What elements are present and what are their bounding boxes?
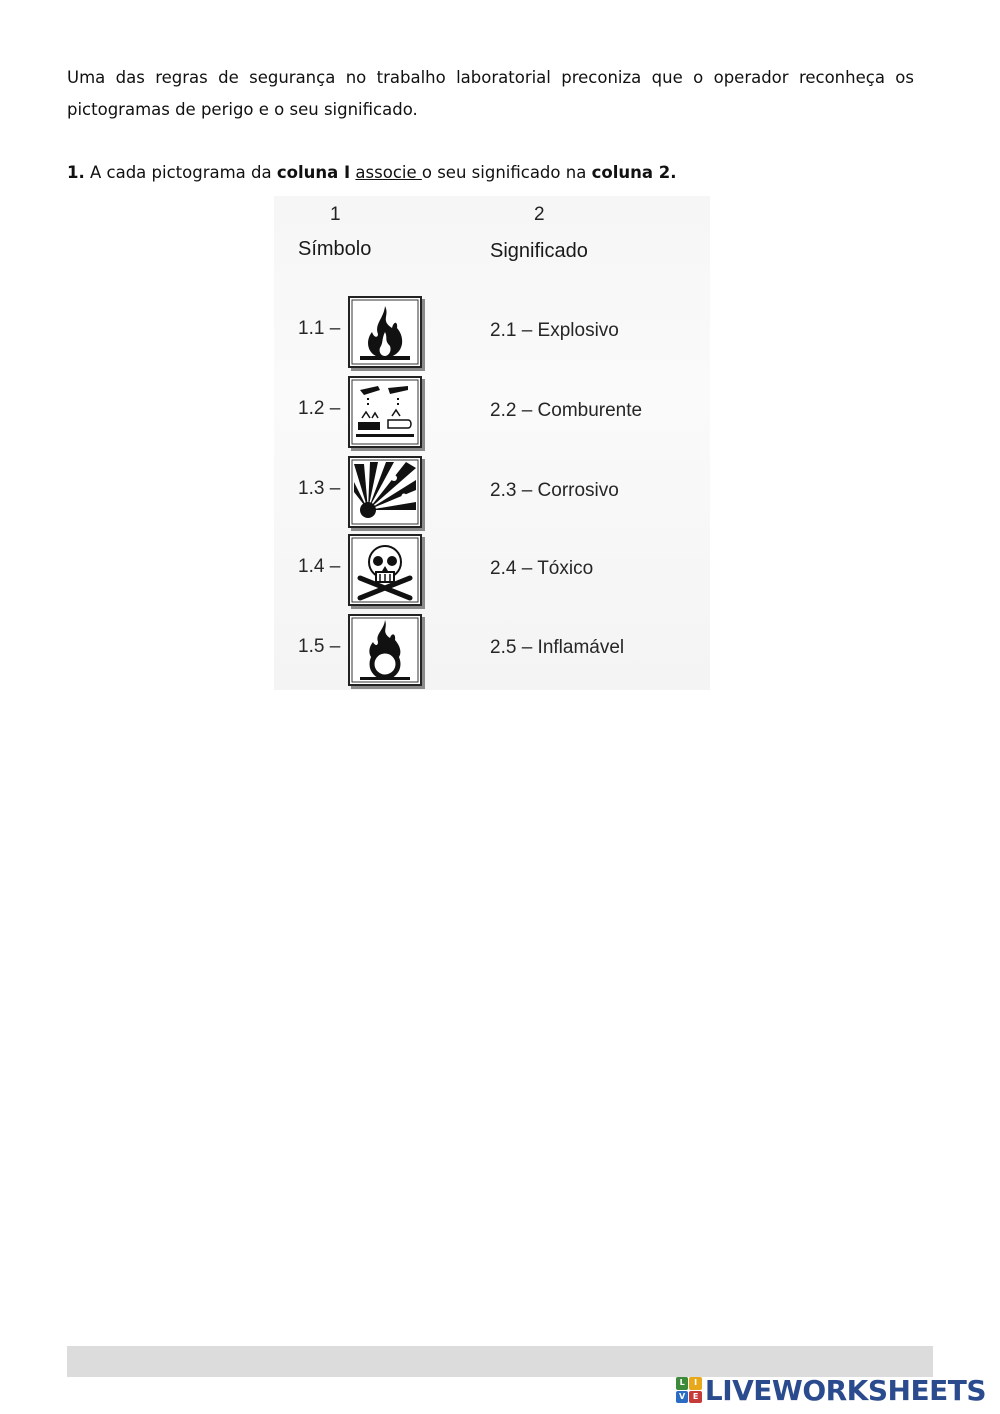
question-text-part1: A cada pictograma da [84,163,277,182]
question-underlined-associe: associe [355,163,422,182]
meaning-2-5: 2.5 – Inflamável [490,637,625,658]
meaning-2-2: 2.2 – Comburente [490,400,643,421]
logo-letter-v: V [676,1391,689,1404]
meaning-2-1: 2.1 – Explosivo [490,320,619,341]
flame-icon [348,296,422,368]
footer-bar [67,1346,933,1377]
symbol-label-1-4: 1.4 – [298,556,341,577]
question-number: 1. [67,163,85,182]
logo-letter-l: L [676,1377,689,1390]
question-bold-column-2: coluna 2. [591,163,677,182]
flame-over-circle-icon [348,614,422,686]
symbol-label-1-3: 1.3 – [298,478,341,499]
meaning-2-4: 2.4 – Tóxico [490,558,594,579]
liveworksheets-logo [676,1374,986,1406]
column-2-header: Significado [490,240,588,262]
skull-icon [348,534,422,606]
liveworksheets-brand-name: LIVEWORKSHEETS [704,1373,986,1407]
liveworksheets-logo-icon [676,1377,702,1403]
corrosive-icon [348,376,422,448]
column-1-number: 1 [330,204,341,225]
symbol-label-1-5: 1.5 – [298,636,341,657]
logo-letter-i: I [689,1377,702,1390]
question-bold-column-1: coluna I [276,163,351,182]
meaning-2-3: 2.3 – Corrosivo [490,480,619,501]
logo-letter-e: E [689,1391,702,1404]
question-1 [67,158,927,188]
pictogram-table-image [274,196,710,690]
intro-paragraph: Uma das regras de segurança no trabalho laboratorial preconiza que o operador reconheça os pictogramas de perigo e o seu significado. [67,68,914,119]
symbol-label-1-1: 1.1 – [298,318,341,339]
column-2-number: 2 [534,204,545,225]
explosion-icon [348,456,422,528]
column-1-header: Símbolo [298,238,372,260]
symbol-label-1-2: 1.2 – [298,398,341,419]
question-text-part3: o seu significado na [421,163,592,182]
